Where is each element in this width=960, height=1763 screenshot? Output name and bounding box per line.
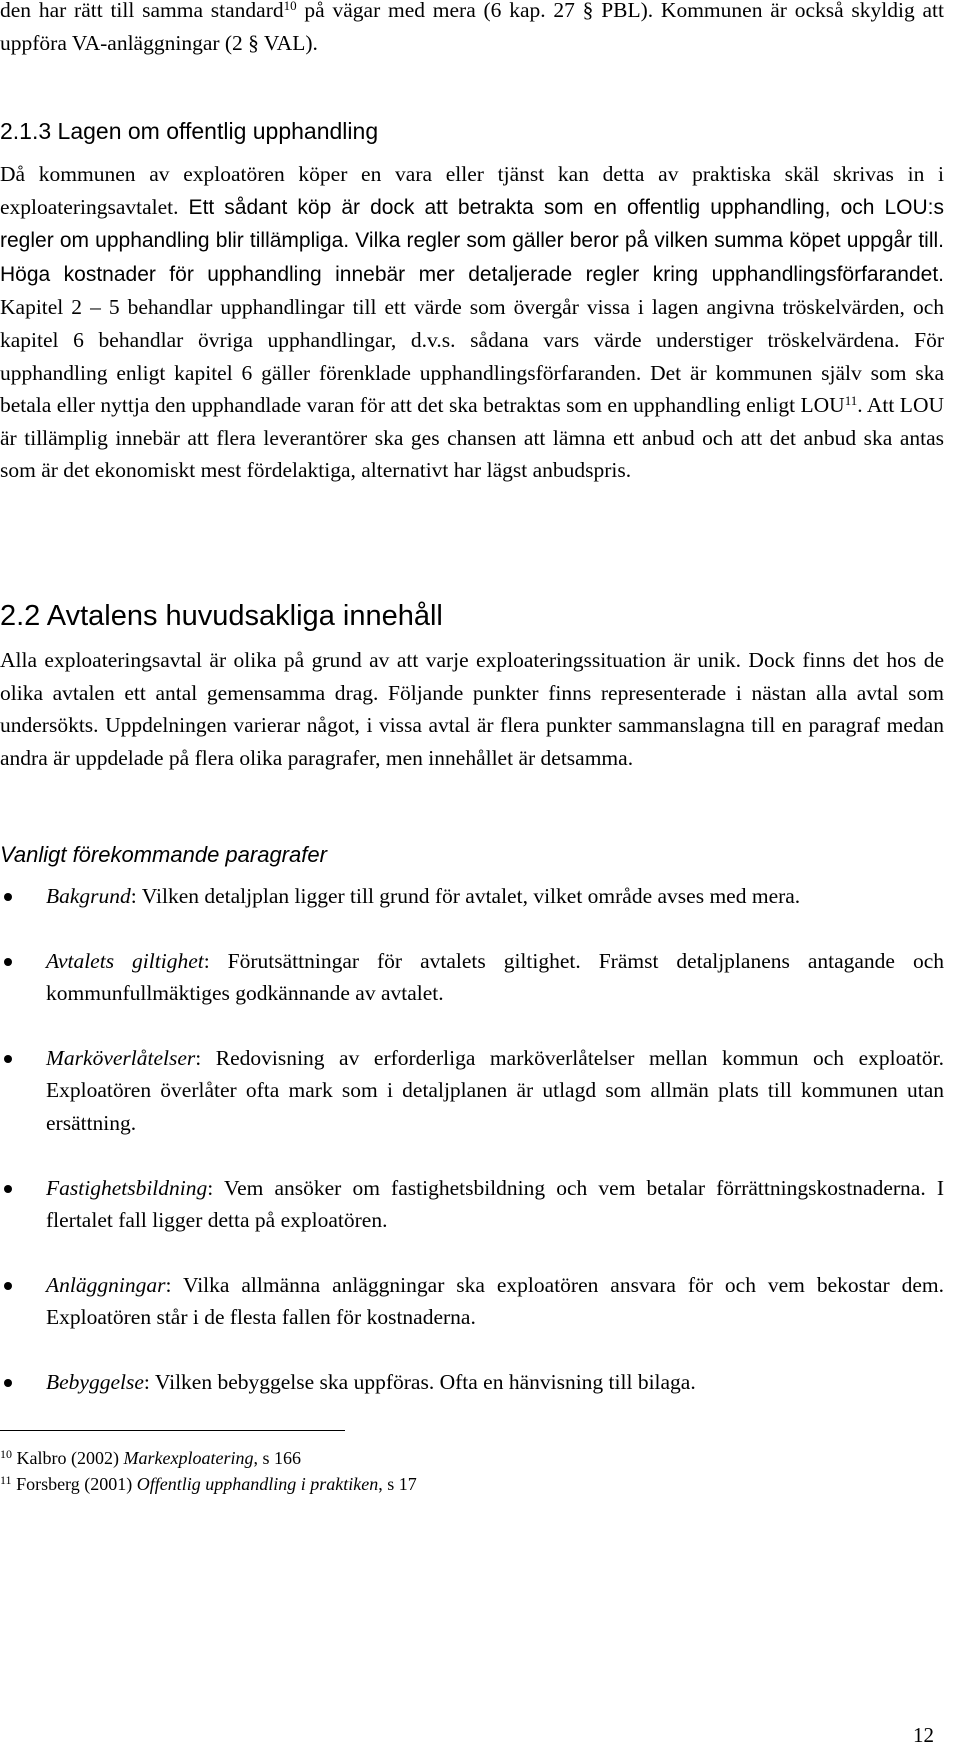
footnote-title: Offentlig upphandling i praktiken — [136, 1474, 379, 1494]
bullet-icon — [4, 1282, 12, 1290]
section-2-1-3-paragraph — [0, 158, 944, 487]
paragraph-list — [0, 880, 944, 1399]
footnote-text: Kalbro (2002) — [12, 1448, 124, 1468]
bullet-icon — [4, 958, 12, 966]
list-item — [0, 1269, 944, 1334]
item-term: Fastighetsbildning — [46, 1175, 208, 1200]
item-term: Bebyggelse — [46, 1369, 144, 1394]
item-text: : Vilka allmänna anläggningar ska exploatören ansvara för och vem bekostar dem. Exploatören står i de flesta fallen för kostnaderna. — [46, 1272, 944, 1330]
section-2-2-paragraph: Alla exploateringsavtal är olika på grund av att varje exploateringssituation är unik. Dock finns det hos de olika avtalen ett antal gemensamma drag. Följande punkter finns representerade i nästan alla avtal som undersökts. Uppdelningen varierar något, i vissa avtal är flera punkter sammanslagna till en paragraf medan andra är uppdelade på flera olika paragrafer, men innehållet är detsamma. — [0, 648, 944, 770]
item-term: Marköverlåtelser — [46, 1045, 196, 1070]
footnote-10 — [0, 1447, 301, 1469]
bullet-icon — [4, 1379, 12, 1387]
footnote-text-end: , s 166 — [253, 1448, 301, 1468]
list-item — [0, 1042, 944, 1140]
lou-text-serif-1: Då kommunen av exploatören köper en vara eller tjänst kan detta av praktiska skäl skrivas in i exploateringsavtalet. — [0, 162, 944, 219]
footnote-ref-10[interactable]: 10 — [283, 0, 297, 13]
list-item — [0, 880, 944, 913]
lou-text-serif-3: . Att LOU är tillämplig innebär att flera leverantörer ska ges chansen att lämna ett anbud och att det anbud ska antas som är det ekonomiskt mest fördelaktiga, alternativt har lägst anbudspris. — [0, 393, 944, 483]
footnote-ref-11[interactable]: 11 — [844, 393, 858, 408]
bullet-icon — [4, 1055, 12, 1063]
item-term: Avtalets giltighet — [46, 948, 204, 973]
item-text: : Vilken bebyggelse ska uppföras. Ofta en hänvisning till bilaga. — [143, 1369, 696, 1394]
footnote-title: Markexploatering — [123, 1448, 254, 1468]
item-text: : Förutsättningar för avtalets giltighet. Främst detaljplanens antagande och kommunfullmäktiges godkännande av avtalet. — [46, 948, 944, 1006]
page-number: 12 — [913, 1723, 934, 1747]
item-text: : Vilken detaljplan ligger till grund för avtalet, vilket område avses med mera. — [130, 884, 801, 908]
footnote-text: Forsberg (2001) — [11, 1474, 137, 1494]
list-item — [0, 1366, 944, 1399]
section-heading-2-2: 2.2 Avtalens huvudsakliga innehåll — [0, 600, 443, 632]
intro-text-1: den har rätt till samma standard — [0, 0, 284, 22]
footnote-number: 10 — [0, 1447, 12, 1461]
list-item — [0, 1172, 944, 1237]
subsection-heading: Vanligt förekommande paragrafer — [0, 842, 327, 867]
footnote-number: 11 — [0, 1473, 12, 1487]
intro-paragraph — [0, 0, 944, 59]
lou-text-serif-2: Kapitel 2 – 5 behandlar upphandlingar till ett värde som övergår vissa i lagen angivna tröskelvärden, och kapitel 6 behandlar övriga upphandlingar, d.v.s. sådana vars värde understiger tröskelvärdena. För upphandling enligt kapitel 6 gäller förenklade upphandlingsförfaranden. Det är kommunen själv som ska betala eller nyttja den upphandlade varan för att det ska betraktas som en upphandling enligt LOU — [0, 295, 944, 418]
item-text: : Vem ansöker om fastighetsbildning och vem betalar förrättningskostnaderna. I flertalet fall ligger detta på exploatören. — [46, 1175, 944, 1233]
footnote-11 — [0, 1473, 417, 1495]
bullet-icon — [4, 893, 12, 901]
lou-text-sans: Ett sådant köp är dock att betrakta som en offentlig upphandling, och LOU:s regler om upphandling blir tillämpliga. Vilka regler som gäller beror på vilken summa köpet uppgår till. Höga kostnader för upphandling innebär mer detaljerade regler kring upphandlingsförfarandet. — [0, 195, 944, 286]
intro-text-2: på vägar med mera (6 kap. 27 § PBL). Kommunen är också skyldig att uppföra VA-anläggningar (2 § VAL). — [0, 0, 944, 55]
item-term: Anläggningar — [46, 1272, 166, 1297]
section-heading-2-1-3: 2.1.3 Lagen om offentlig upphandling — [0, 118, 379, 144]
list-item — [0, 945, 944, 1010]
bullet-icon — [4, 1185, 12, 1193]
item-term: Bakgrund — [46, 884, 131, 908]
footnote-text-end: , s 17 — [378, 1474, 417, 1494]
item-text: : Redovisning av erforderliga marköverlåtelser mellan kommun och exploatör. Exploatören överlåter ofta mark som i detaljplanen är utlagd som allmän plats till kommunen utan ersättning. — [46, 1045, 944, 1135]
footnote-divider — [0, 1430, 345, 1431]
